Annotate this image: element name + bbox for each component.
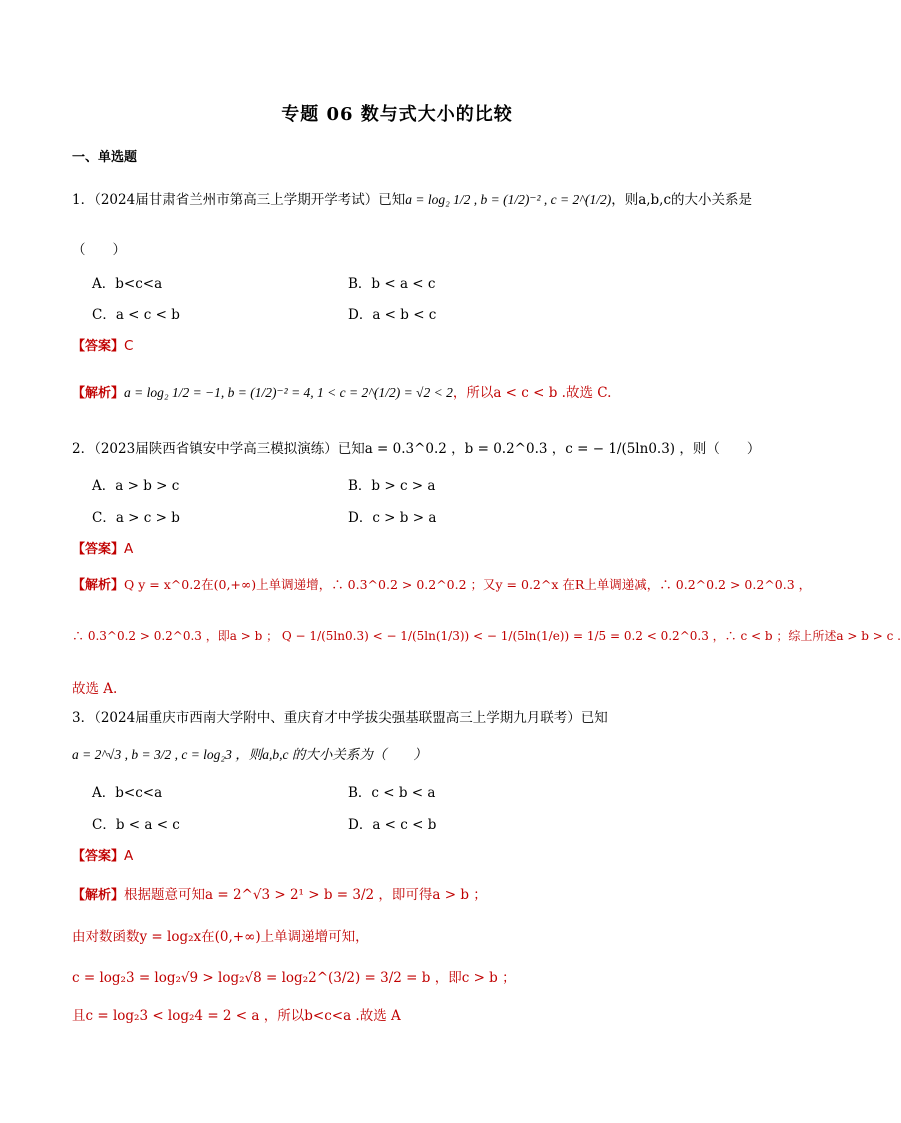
q2-solution-line-3: 故选 A. [72, 681, 118, 697]
q1-option-c[interactable]: C．a < c < b [92, 307, 180, 323]
q2-option-c[interactable]: C．a > c > b [92, 510, 180, 526]
q1-solution: 【解析】a = log₂ 1/2 = −1, b = (1/2)⁻² = 4, 1 < c = 2^(1/2) = √2 < 2，所以a < c < b .故选 C. [72, 385, 612, 401]
q2-solution-line-1: 【解析】Q y = x^0.2在(0,+∞)上单调递增，∴ 0.3^0.2 > 0.2^0.2 ；又y = 0.2^x 在R上单调递减，∴ 0.2^0.2 > 0.2^0.3 ， [72, 577, 812, 593]
q3-option-d[interactable]: D．a < c < b [348, 817, 437, 833]
q1-answer: 【答案】C [72, 338, 134, 354]
question-1-stem: 1．（2024届甘肃省兰州市第高三上学期开学考试）已知a = log₂ 1/2 , b = (1/2)⁻² , c = 2^(1/2)，则a,b,c的大小关系是 [72, 192, 753, 208]
q3-answer: 【答案】A [72, 848, 134, 864]
q1-option-d[interactable]: D．a < b < c [348, 307, 437, 323]
q2-option-b[interactable]: B．b > c > a [348, 478, 436, 494]
q2-answer: 【答案】A [72, 541, 134, 557]
q3-solution-line-1: 【解析】根据题意可知a = 2^√3 > 2¹ > b = 3/2 ，即可得a > b ； [72, 887, 487, 903]
question-1-blank: （ ） [72, 242, 126, 258]
question-3-stem: 3．（2024届重庆市西南大学附中、重庆育才中学拔尖强基联盟高三上学期九月联考）已知 [72, 710, 608, 726]
q3-option-a[interactable]: A．b<c<a [92, 785, 163, 801]
q3-solution-line-2: 由对数函数y = log₂x在(0,+∞)上单调递增可知， [72, 929, 369, 945]
q3-option-c[interactable]: C．b < a < c [92, 817, 180, 833]
q1-formula: a = log₂ 1/2 , b = (1/2)⁻² , c = 2^(1/2) [405, 192, 612, 207]
q2-solution-line-2: ∴ 0.3^0.2 > 0.2^0.3 ，即a > b ； Q − 1/(5ln0.3) < − 1/(5ln(1/3)) < − 1/(5ln(1/e)) = 1/5 = 0.2 < 0.2^0.3 ，∴ c < b ；综上所述a > b > c . [72, 629, 901, 643]
q1-option-a[interactable]: A．b<c<a [92, 276, 163, 292]
section-heading: 一、单选题 [72, 150, 138, 165]
q2-option-d[interactable]: D．c > b > a [348, 510, 437, 526]
q2-option-a[interactable]: A．a > b > c [92, 478, 180, 494]
question-3-stem-formula: a = 2^√3 , b = 3/2 , c = log₂3 ，则a,b,c 的大小关系为（ ） [72, 747, 427, 762]
q1-option-b[interactable]: B．b < a < c [348, 276, 436, 292]
q3-solution-line-3: c = log₂3 = log₂√9 > log₂√8 = log₂2^(3/2) = 3/2 = b ，即c > b ； [72, 970, 516, 986]
page-title: 专题 06 数与式大小的比较 [281, 104, 513, 125]
question-2-stem: 2．（2023届陕西省镇安中学高三模拟演练）已知a = 0.3^0.2 ，b = 0.2^0.3 ，c = − 1/(5ln0.3) ，则（ ） [72, 441, 761, 457]
q3-option-b[interactable]: B．c < b < a [348, 785, 436, 801]
q3-solution-line-4: 且c = log₂3 < log₂4 = 2 < a ，所以b<c<a .故选 A [72, 1008, 401, 1024]
